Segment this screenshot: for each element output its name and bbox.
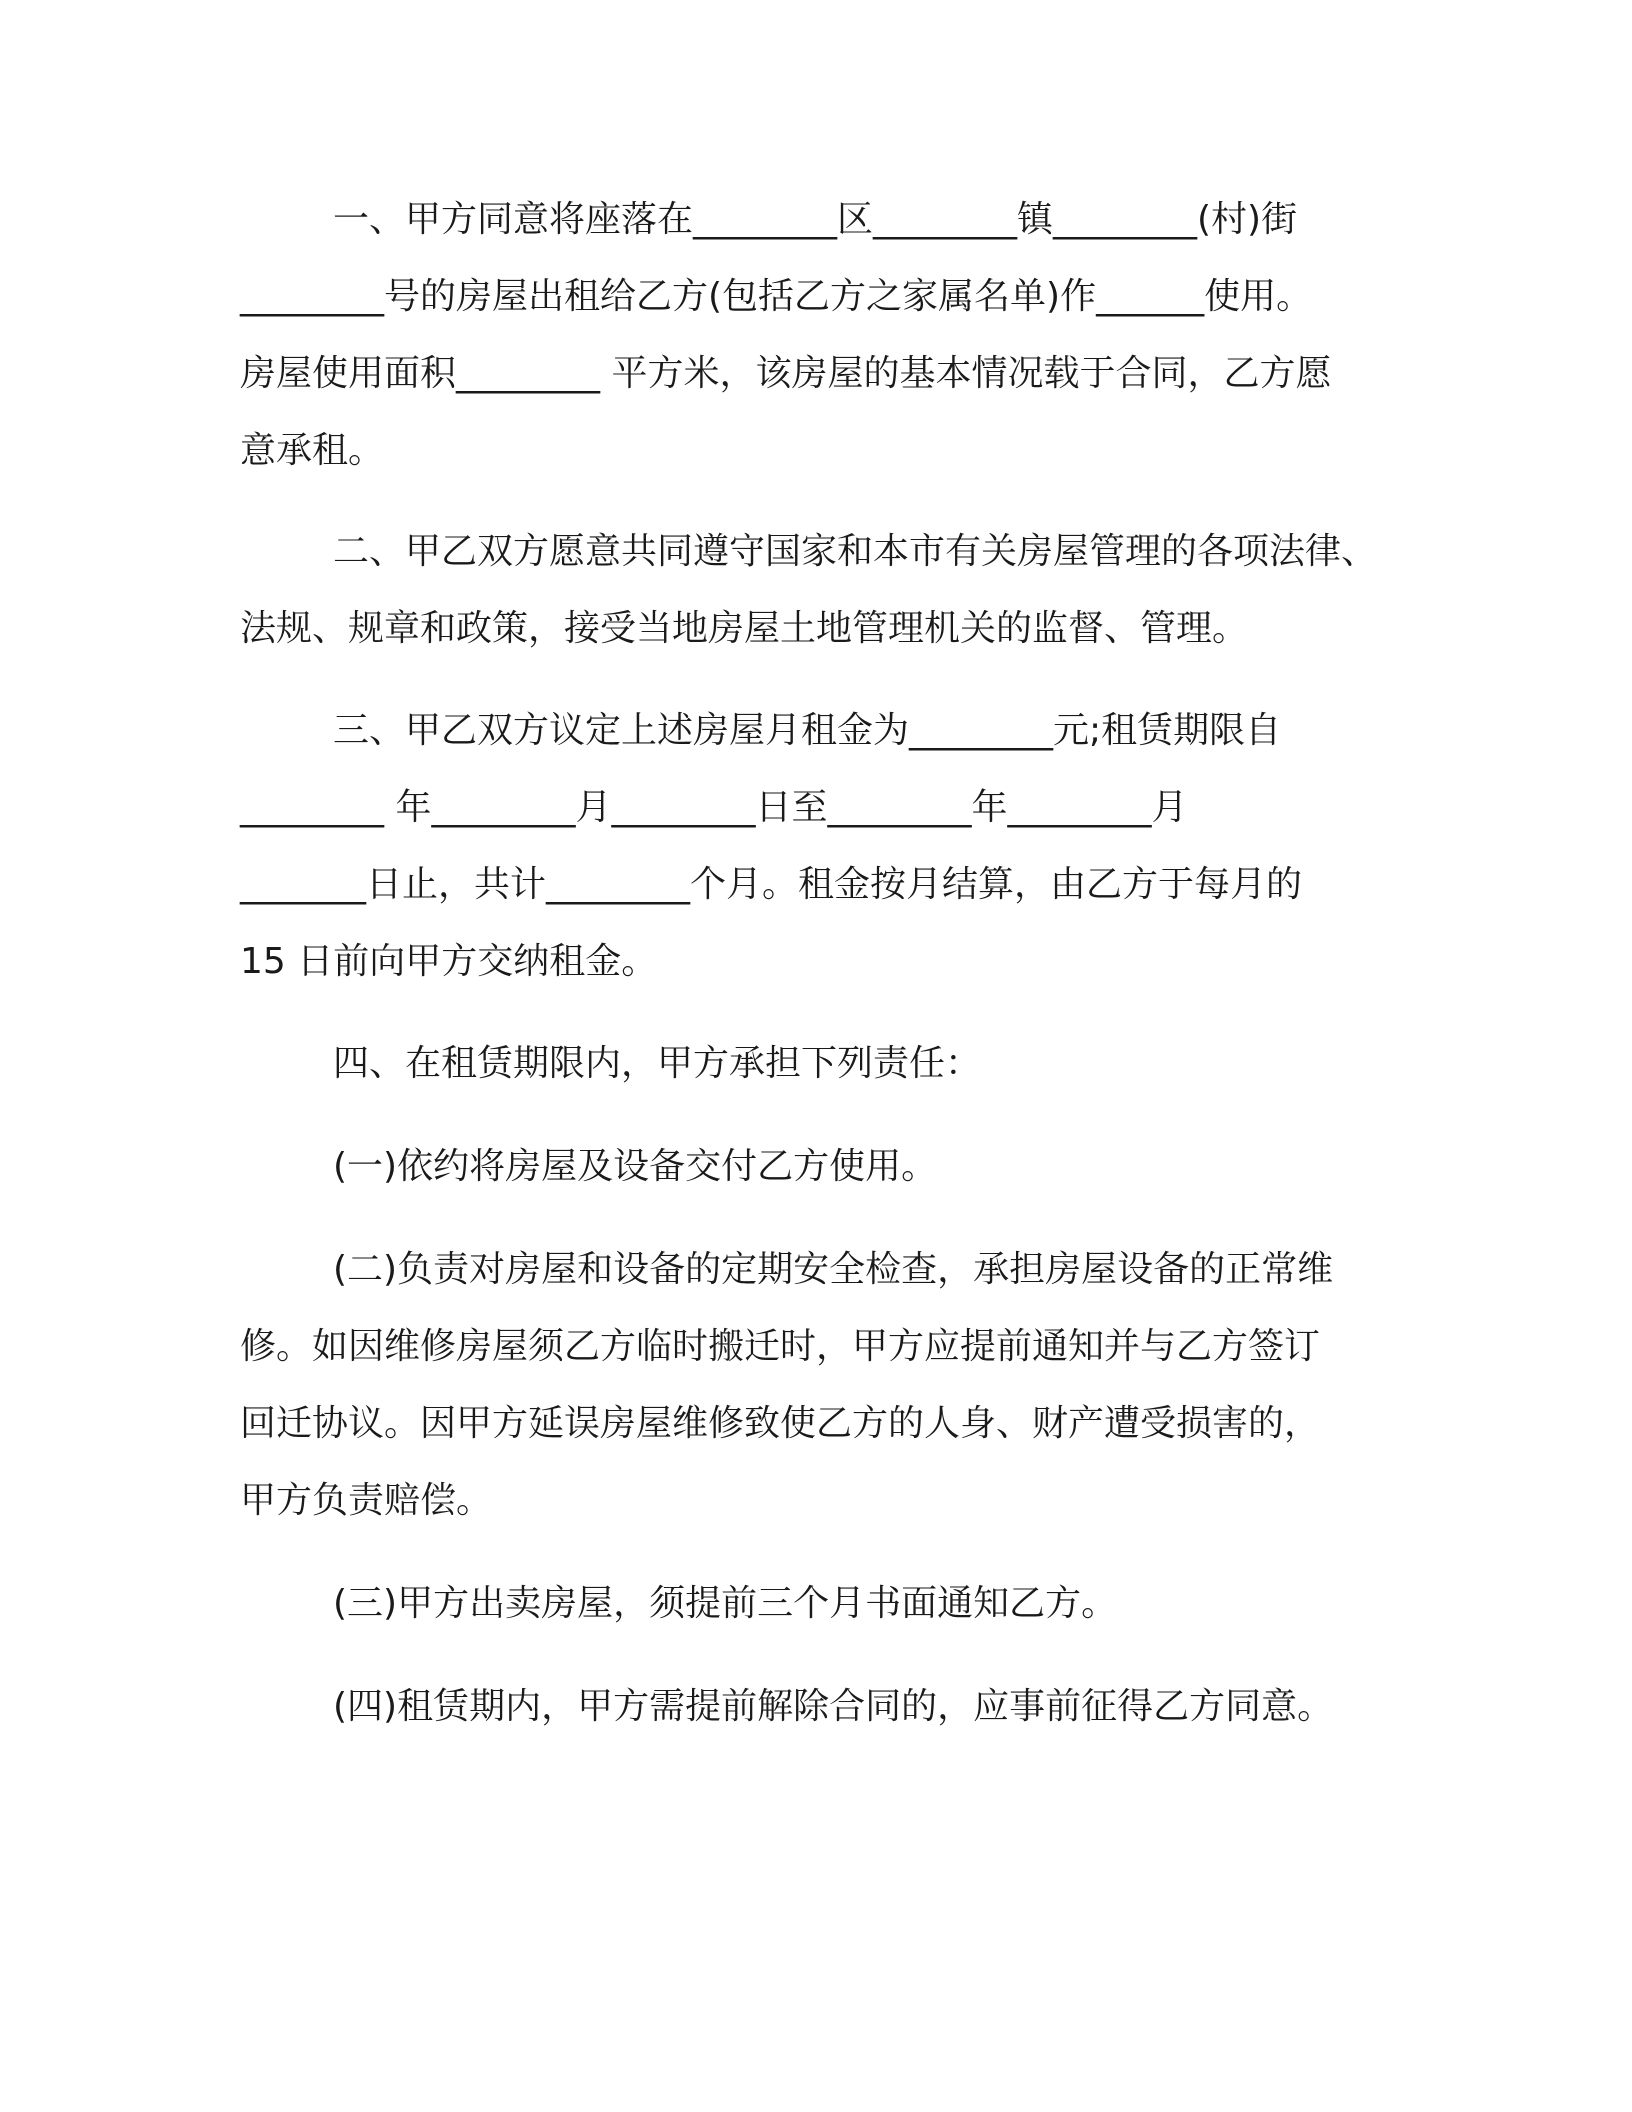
- clause-4-item-2-line-2: 修。如因维修房屋须乙方临时搬迁时，甲方应提前通知并与乙方签订: [240, 1326, 1321, 1367]
- clause-3-line-1: 三、甲乙双方议定上述房屋月租金为________元;租赁期限自: [333, 710, 1282, 751]
- clause-3-line-3: _______日止，共计________个月。租金按月结算，由乙方于每月的: [240, 864, 1303, 905]
- clause-3-line-2: ________ 年________月________日至________年________月: [240, 787, 1188, 828]
- clause-1-line-3: 房屋使用面积________ 平方米，该房屋的基本情况载于合同，乙方愿: [240, 353, 1332, 394]
- clause-4-item-4: (四)租赁期内，甲方需提前解除合同的，应事前征得乙方同意。: [333, 1686, 1334, 1727]
- clause-4-item-1: (一)依约将房屋及设备交付乙方使用。: [333, 1146, 938, 1187]
- clause-1-line-2: ________号的房屋出租给乙方(包括乙方之家属名单)作______使用。: [240, 276, 1313, 317]
- clause-4-item-2-line-3: 回迁协议。因甲方延误房屋维修致使乙方的人身、财产遭受损害的，: [240, 1403, 1321, 1444]
- clause-4-item-2-line-4: 甲方负责赔偿。: [240, 1480, 493, 1521]
- clause-2-line-2: 法规、规章和政策，接受当地房屋土地管理机关的监督、管理。: [240, 608, 1249, 649]
- clause-4-heading: 四、在租赁期限内，甲方承担下列责任：: [333, 1043, 982, 1084]
- clause-2-line-1: 二、甲乙双方愿意共同遵守国家和本市有关房屋管理的各项法律、: [333, 531, 1378, 572]
- clause-3-line-4: 15 日前向甲方交纳租金。: [240, 941, 658, 982]
- clause-1-line-1: 一、甲方同意将座落在________区________镇________(村)街: [333, 199, 1298, 240]
- clause-1-line-4: 意承租。: [240, 430, 385, 471]
- clause-4-item-2-line-1: (二)负责对房屋和设备的定期安全检查，承担房屋设备的正常维: [333, 1249, 1334, 1290]
- clause-4-item-3: (三)甲方出卖房屋，须提前三个月书面通知乙方。: [333, 1583, 1118, 1624]
